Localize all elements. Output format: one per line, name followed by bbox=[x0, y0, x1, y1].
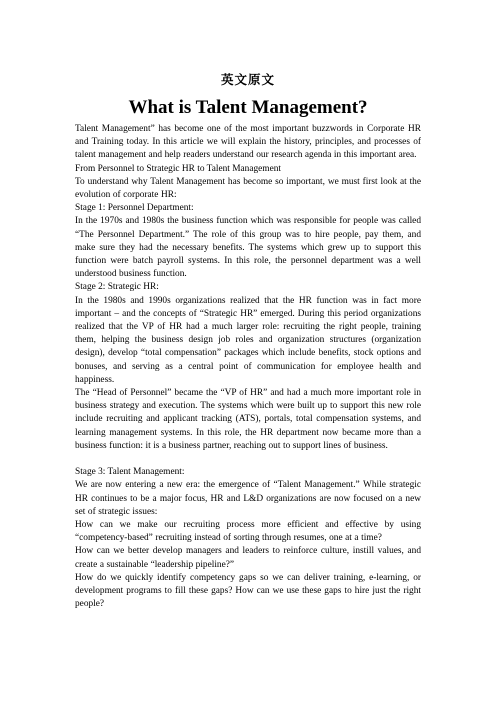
article-title: What is Talent Management? bbox=[128, 97, 368, 118]
question-recruiting: How can we make our recruiting process more efficient and effective by using “competency-based” recruiting instead of sorting through resumes, one at a time? bbox=[75, 520, 421, 544]
intro-paragraph: Talent Management” has become one of the most important buzzwords in Corporate HR and Training today. In this article we will explain the history, principles, and processes of talent management and help readers understand our research agenda in this important area. bbox=[75, 124, 421, 161]
blank-line bbox=[75, 453, 421, 466]
section-heading: From Personnel to Strategic HR to Talent Management bbox=[75, 163, 281, 174]
question-competency-gaps: How do we quickly identify competency gaps so we can deliver training, e-learning, or development programs to fill these gaps? How can we use these gaps to hire just the right people? bbox=[75, 572, 421, 610]
stage-1-paragraph: In the 1970s and 1980s the business function which was responsible for people was called “The Personnel Department.” The role of this group was to hire people, pay them, and make sure they had the necessary benefits. The systems which grew up to support this function were batch payroll systems. In this role, the personnel department was a well understood business function. bbox=[75, 216, 421, 280]
stage-2-paragraph: In the 1980s and 1990s organizations realized that the HR function was in fact more important – and the concepts of “Strategic HR” emerged. During this period organizations realized that the VP of HR had a much larger role: recruiting the right people, training them, helping the business design job roles and organization structures (organization design), develop “total compensation” packages which include benefits, stock options and bonuses, and serving as a central point of communication for employee health and happiness. bbox=[75, 295, 421, 385]
stage-2-heading: Stage 2: Strategic HR: bbox=[75, 282, 159, 293]
stage-3-heading: Stage 3: Talent Management: bbox=[75, 467, 185, 478]
chinese-section-label: 英文原文 bbox=[220, 72, 275, 87]
question-leadership: How can we better develop managers and leaders to reinforce culture, instill values, and create a sustainable “leadership pipeline?” bbox=[75, 546, 421, 570]
paragraph: To understand why Talent Management has become so important, we must first look at the evolution of corporate HR: bbox=[75, 176, 421, 201]
document-page bbox=[75, 72, 421, 612]
stage-3-paragraph: We are now entering a new era: the emergence of “Talent Management.” While strategic HR continues to be a major focus, HR and L&D organizations are now focused on a new set of strategic issues: bbox=[75, 480, 421, 517]
stage-1-heading: Stage 1: Personnel Department: bbox=[75, 203, 194, 214]
article-body bbox=[75, 123, 421, 612]
stage-2-paragraph-2: The “Head of Personnel” became the “VP of HR” and had a much more important role in business strategy and execution. The systems which were built up to support this new role include recruiting and applicant tracking (ATS), portals, total compensation systems, and learning management systems. In this role, the HR department now became more than a business function: it is a business partner, reaching out to support lines of business. bbox=[75, 388, 421, 451]
